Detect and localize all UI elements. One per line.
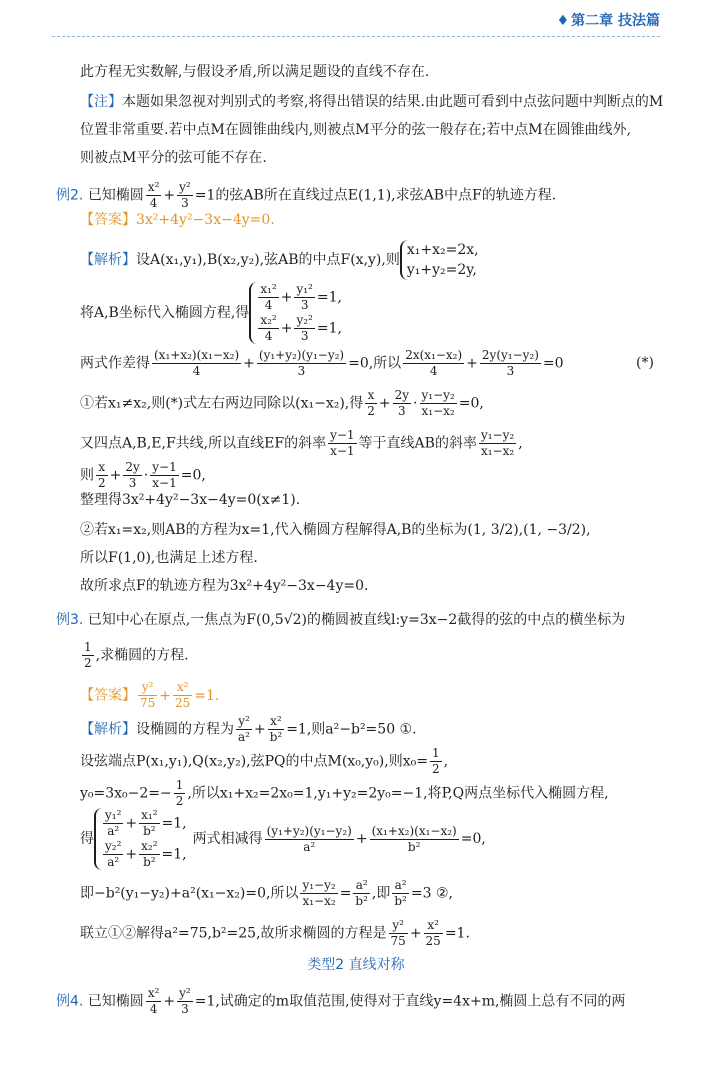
text: 两式相减得: [192, 831, 263, 847]
fraction: [424, 918, 443, 949]
fraction: [480, 348, 541, 379]
denominator: a²: [238, 730, 250, 744]
numerator: y²: [179, 986, 191, 1000]
text: 位置非常重要.若中点M在圆锥曲线内,则被点M平分的弦一般存在;若中点M在圆锥曲线外,: [80, 122, 632, 138]
denominator: 3: [398, 404, 406, 418]
numerator: y−1: [152, 460, 177, 474]
ex3-solution-line-2: [80, 746, 448, 777]
fraction: [294, 313, 314, 344]
solution-line-8: [80, 520, 591, 540]
numerator: x: [365, 388, 377, 404]
fraction: [365, 388, 377, 419]
example-3-statement-2: [80, 640, 189, 671]
solution-line-2: [80, 282, 342, 344]
denominator: 2: [431, 762, 440, 776]
denominator: 2: [175, 794, 184, 808]
text: (*): [636, 355, 654, 371]
numerator: x²: [147, 986, 160, 1000]
denominator: 3: [181, 196, 189, 210]
op: +: [355, 831, 368, 847]
fraction: [177, 986, 193, 1017]
text: ,即: [371, 885, 391, 902]
section-title: 类型2 直线对称: [307, 957, 405, 973]
denominator: 3: [181, 1002, 189, 1016]
solution-label: 【解析】: [80, 721, 136, 738]
header-divider: [52, 36, 660, 37]
numerator: y₂²: [105, 839, 122, 853]
text: 等于直线AB的斜率: [358, 435, 477, 452]
equation-system: [400, 240, 479, 280]
fraction: [257, 348, 346, 379]
fraction: [392, 878, 409, 909]
numerator: x₂²: [141, 839, 158, 853]
numerator: y²: [179, 180, 191, 194]
fraction: [268, 714, 285, 745]
fraction: [300, 878, 337, 909]
numerator: x²: [268, 714, 285, 730]
fraction: [103, 808, 123, 839]
denominator: 2: [98, 476, 106, 490]
fraction: [265, 824, 354, 855]
numerator: y²: [389, 918, 408, 934]
denominator: a²: [303, 839, 316, 854]
fraction: [146, 986, 162, 1017]
numerator: x₂²: [260, 313, 277, 327]
text: 所以F(1,0),也满足上述方程.: [80, 550, 258, 566]
example-3-answer: [80, 680, 219, 711]
op: =1,: [316, 320, 342, 337]
text: ,: [518, 435, 523, 452]
denominator: x₁−x₂: [480, 444, 515, 458]
text: 已知中心在原点,一焦点为F(0,5√2)的椭圆被直线l:y=3x−2截得的弦的中点的横坐标为: [87, 612, 626, 628]
numerator: y₁²: [296, 282, 313, 296]
numerator: x₁²: [260, 282, 277, 296]
numerator: a²: [353, 878, 370, 894]
solution-line-9: [80, 548, 258, 568]
fraction: [174, 778, 186, 809]
denominator: b²: [407, 839, 421, 854]
op: +: [280, 320, 293, 337]
fraction: [328, 428, 356, 459]
text: =1,则a²−b²=50 ①.: [286, 721, 417, 738]
equation: x₁+x₂=2x,: [406, 242, 479, 258]
op: +: [109, 467, 122, 484]
text: 设椭圆的方程为: [136, 721, 234, 738]
denominator: a²: [107, 855, 120, 869]
numerator: x₁²: [141, 808, 158, 822]
numerator: 2x(x₁−x₂): [405, 348, 463, 362]
op: =: [339, 885, 352, 902]
ex3-solution-line-4: [80, 808, 486, 870]
solution-line-5: [80, 428, 523, 459]
fraction: [177, 180, 193, 211]
fraction: [258, 313, 278, 344]
numerator: a²: [392, 878, 409, 894]
ex3-solution-line-6: [80, 918, 470, 949]
text: 此方程无实数解,与假设矛盾,所以满足题设的直线不存在.: [80, 64, 430, 80]
text: 又四点A,B,E,F共线,所以直线EF的斜率: [80, 435, 327, 452]
op: ·: [143, 467, 149, 484]
op: +: [378, 395, 391, 412]
denominator: 4: [429, 364, 438, 378]
fraction: [123, 460, 141, 491]
numerator: y−1: [330, 428, 355, 442]
example-label: 例4.: [56, 993, 84, 1010]
diamond-icon: ♦: [556, 13, 570, 29]
fraction: [236, 714, 252, 745]
text: ,所以x₁+x₂=2x₀=1,y₁+y₂=2y₀=−1,将P,Q两点坐标代入椭圆方程,: [187, 785, 609, 802]
note-line-2: [80, 120, 631, 140]
equation-system: [249, 282, 342, 344]
text: =0: [542, 355, 564, 372]
op: +: [163, 993, 176, 1010]
denominator: 4: [264, 329, 273, 343]
op: +: [280, 289, 293, 306]
numerator: x: [96, 460, 108, 476]
denominator: x₁−x₂: [421, 404, 455, 418]
denominator: b²: [143, 855, 156, 869]
op: ·: [413, 395, 418, 412]
solution-line-10: [80, 576, 368, 596]
numerator: (x₁+x₂)(x₁−x₂): [371, 823, 457, 838]
star-marker: [636, 353, 654, 373]
note-line-1: [80, 92, 663, 112]
line-conclusion: [80, 62, 429, 82]
example-4-statement: [56, 986, 625, 1017]
denominator: a²: [107, 824, 120, 838]
denominator: 2: [84, 656, 92, 670]
denominator: 75: [390, 934, 406, 948]
denominator: 4: [149, 1002, 158, 1016]
text: y₀=3x₀−2=−: [80, 785, 172, 802]
fraction: [173, 680, 192, 711]
denominator: b²: [394, 894, 407, 908]
text: 已知椭圆: [87, 993, 144, 1010]
ex3-solution-line-3: [80, 778, 609, 809]
solution-line-7: [80, 490, 300, 510]
fraction: [82, 640, 94, 671]
numerator: y₁−y₂: [421, 388, 455, 402]
solution-line-6: [80, 460, 206, 491]
text: =0,: [180, 467, 206, 484]
fraction: [96, 460, 108, 491]
fraction: [258, 282, 278, 313]
solution-line-1: [80, 240, 479, 280]
text: 设弦端点P(x₁,y₁),Q(x₂,y₂),弦PQ的中点M(x₀,y₀),则x₀=: [80, 753, 428, 770]
numerator: 2y: [125, 460, 140, 474]
fraction: [430, 746, 442, 777]
numerator: 2y(y₁−y₂): [481, 348, 539, 362]
note-label: 【注】: [80, 94, 122, 110]
text: 则被点M平分的弦可能不存在.: [80, 150, 267, 166]
fraction: [138, 680, 157, 711]
op: +: [243, 355, 255, 372]
text: 将A,B坐标代入椭圆方程,得: [80, 305, 250, 321]
chapter-header: [557, 10, 660, 30]
text: 整理得3x²+4y²−3x−4y=0(x≠1).: [80, 492, 301, 508]
fraction: [370, 824, 459, 855]
solution-line-4: [80, 388, 484, 419]
fraction: [294, 282, 314, 313]
numerator: y²: [138, 680, 157, 696]
op: +: [163, 187, 176, 204]
denominator: b²: [269, 730, 283, 744]
text: ①若x₁≠x₂,则(*)式左右两边同除以(x₁−x₂),得: [80, 395, 364, 412]
example-label: 例3.: [56, 612, 84, 628]
denominator: 3: [128, 476, 137, 490]
chapter-title: 第二章 技法篇: [571, 13, 660, 29]
text: 两式作差得: [80, 355, 150, 372]
text: =0,: [460, 831, 486, 847]
text: 本题如果忽视对判别式的考察,将得出错误的结果.由此题可看到中点弦问题中判断点的M: [122, 94, 664, 110]
fraction: [420, 388, 457, 419]
answer-text: =1.: [194, 687, 220, 704]
numerator: x²: [424, 918, 443, 934]
equation: y₁+y₂=2y,: [406, 262, 477, 278]
op: =1,: [316, 289, 342, 306]
solution-label: 【解析】: [80, 252, 136, 268]
numerator: (y₁+y₂)(y₁−y₂): [258, 348, 345, 362]
fraction: [479, 428, 516, 459]
fraction: [393, 388, 411, 419]
denominator: x−1: [330, 444, 355, 458]
op: +: [125, 846, 138, 863]
equation-system: [94, 808, 187, 870]
denominator: 2: [367, 404, 375, 418]
text: 设A(x₁,y₁),B(x₂,y₂),弦AB的中点F(x,y),则: [136, 252, 400, 268]
numerator: x²: [147, 180, 160, 194]
numerator: y₁−y₂: [480, 428, 515, 442]
fraction: [353, 878, 370, 909]
op: =1,: [161, 815, 187, 832]
text: =1,试确定的m取值范围,使得对于直线y=4x+m,椭圆上总有不同的两: [194, 993, 626, 1010]
numerator: y₁²: [105, 808, 122, 822]
denominator: 25: [425, 934, 441, 948]
denominator: 3: [297, 364, 306, 378]
text: =3 ②,: [410, 885, 453, 902]
numerator: y²: [236, 714, 252, 730]
ex3-solution-line-1: [80, 714, 417, 745]
op: =1,: [161, 846, 187, 863]
op: +: [159, 687, 172, 704]
text: 得: [80, 831, 94, 847]
numerator: 2y: [394, 388, 410, 402]
text: 则: [80, 467, 94, 484]
denominator: b²: [143, 824, 156, 838]
fraction: [403, 348, 464, 379]
op: +: [253, 721, 266, 738]
fraction: [103, 839, 123, 870]
op: +: [466, 355, 478, 372]
numerator: (y₁+y₂)(y₁−y₂): [266, 823, 352, 838]
text: 故所求点F的轨迹方程为3x²+4y²−3x−4y=0.: [80, 578, 369, 594]
denominator: x−1: [152, 476, 177, 490]
text: =1的弦AB所在直线过点E(1,1),求弦AB中点F的轨迹方程.: [194, 187, 557, 204]
numerator: y₂²: [296, 313, 313, 327]
text: =0,所以: [348, 355, 402, 372]
denominator: 75: [140, 696, 156, 710]
fraction: [150, 460, 178, 491]
denominator: 3: [300, 329, 309, 343]
fraction: [139, 808, 159, 839]
op: +: [409, 925, 422, 942]
numerator: (x₁+x₂)(x₁−x₂): [154, 348, 240, 362]
numerator: 1: [431, 746, 440, 760]
answer-text: 3x²+4y²−3x−4y=0.: [136, 212, 275, 228]
answer-label: 【答案】: [80, 212, 136, 228]
fraction: [152, 348, 241, 379]
text: ②若x₁=x₂,则AB的方程为x=1,代入椭圆方程解得A,B的坐标为(1, 3/2),(1, −3/2),: [80, 522, 591, 538]
numerator: 1: [175, 778, 184, 792]
fraction: [389, 918, 408, 949]
note-line-3: [80, 148, 267, 168]
text: ,: [443, 753, 449, 770]
denominator: 25: [175, 696, 191, 710]
fraction: [146, 180, 162, 211]
numerator: 1: [84, 640, 92, 654]
text: ,求椭圆的方程.: [95, 647, 189, 664]
text: =1.: [444, 925, 470, 942]
op: +: [125, 815, 138, 832]
answer-label: 【答案】: [80, 687, 136, 704]
text: 已知椭圆: [87, 187, 144, 204]
denominator: 4: [192, 364, 201, 378]
example-2-statement: [56, 180, 556, 211]
denominator: x₁−x₂: [302, 894, 336, 908]
example-label: 例2.: [56, 187, 84, 204]
fraction: [139, 839, 159, 870]
denominator: 4: [149, 196, 158, 210]
example-2-answer: [80, 210, 275, 230]
numerator: x²: [173, 680, 192, 696]
numerator: y₁−y₂: [302, 878, 336, 892]
text: 联立①②解得a²=75,b²=25,故所求椭圆的方程是: [80, 925, 387, 942]
denominator: b²: [355, 894, 368, 908]
example-3-statement: [56, 610, 625, 630]
ex3-solution-line-5: [80, 878, 453, 909]
solution-line-3: [80, 348, 564, 379]
denominator: 3: [506, 364, 515, 378]
denominator: 4: [264, 298, 273, 312]
denominator: 3: [300, 298, 309, 312]
text: =0,: [458, 395, 484, 412]
text: 即−b²(y₁−y₂)+a²(x₁−x₂)=0,所以: [80, 885, 299, 902]
